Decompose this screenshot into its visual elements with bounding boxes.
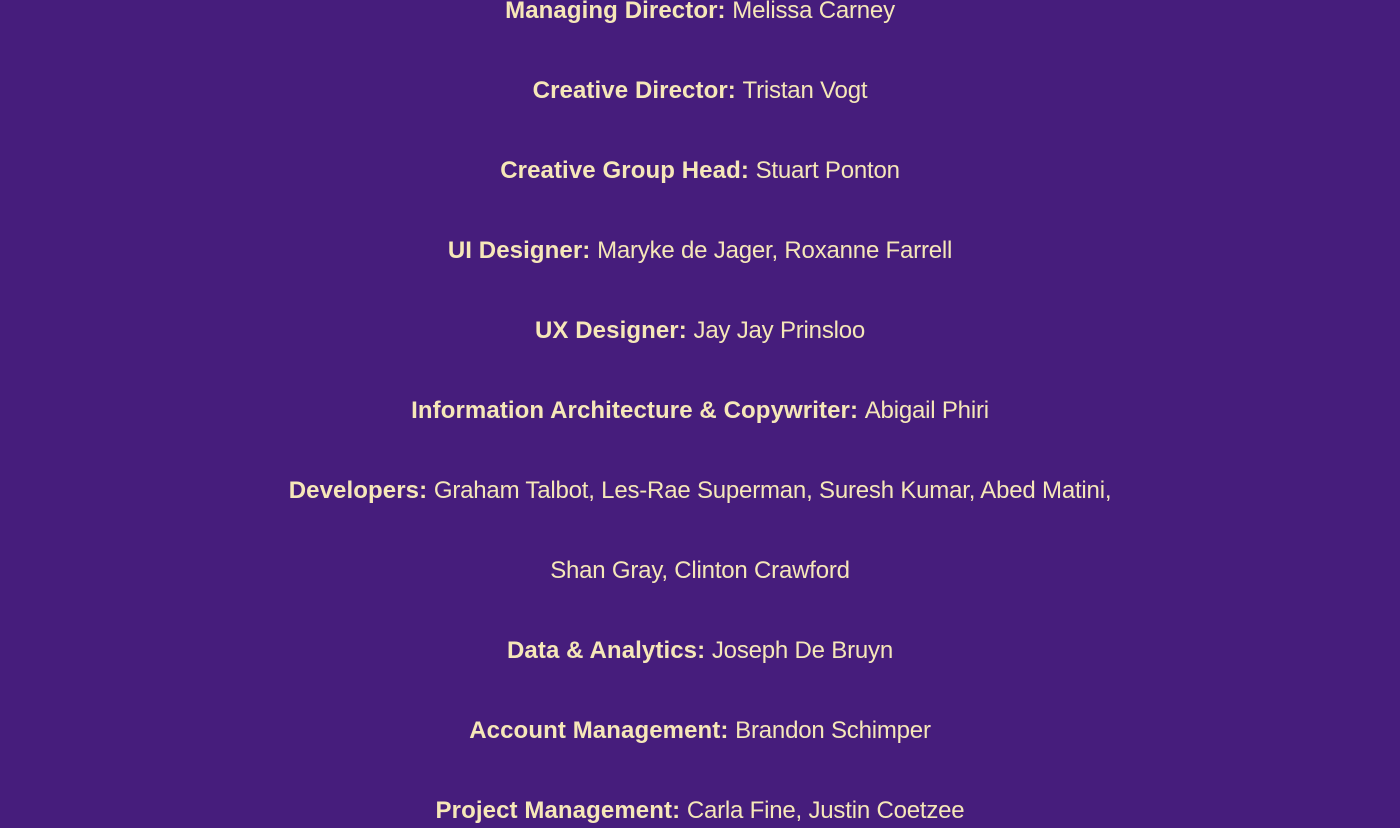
credit-names: Jay Jay Prinsloo (693, 317, 866, 344)
credit-line-project-management (0, 796, 1400, 826)
credit-names: Tristan Vogt (742, 77, 868, 104)
credit-role: Account Management: (469, 717, 729, 744)
credit-role: UX Designer: (534, 317, 687, 344)
credit-line-ui-designer (0, 236, 1400, 266)
credit-names: Carla Fine, Justin Coetzee (686, 797, 965, 824)
credit-names: Melissa Carney (732, 0, 895, 24)
credit-line-ux-designer (0, 316, 1400, 346)
credit-role: Managing Director: (505, 0, 726, 24)
credit-line-information-architecture (0, 396, 1400, 426)
credit-role: Data & Analytics: (507, 637, 706, 664)
credit-names: Maryke de Jager, Roxanne Farrell (597, 237, 953, 264)
credit-names: Graham Talbot, Les-Rae Superman, Suresh Kumar, Abed Matini, (433, 477, 1112, 504)
credit-names: Shan Gray, Clinton Crawford (550, 557, 850, 584)
credit-line-creative-group-head (0, 156, 1400, 186)
credit-line-creative-director (0, 76, 1400, 106)
credit-names: Brandon Schimper (735, 717, 931, 744)
credit-line-account-management (0, 716, 1400, 746)
credit-role: UI Designer: (447, 237, 591, 264)
credit-role: Project Management: (435, 797, 681, 824)
credit-role: Creative Group Head: (500, 157, 749, 184)
credit-line-data-analytics (0, 636, 1400, 666)
credit-line-developers (0, 476, 1400, 506)
credit-names: Abigail Phiri (864, 397, 989, 424)
credit-role: Creative Director: (532, 77, 736, 104)
credit-line-developers-continued (0, 556, 1400, 586)
credit-role: Information Architecture & Copywriter: (411, 397, 859, 424)
credit-line-managing-director (0, 0, 1400, 26)
credit-names: Joseph De Bruyn (711, 637, 893, 664)
credit-role: Developers: (288, 477, 428, 504)
credit-names: Stuart Ponton (755, 157, 900, 184)
